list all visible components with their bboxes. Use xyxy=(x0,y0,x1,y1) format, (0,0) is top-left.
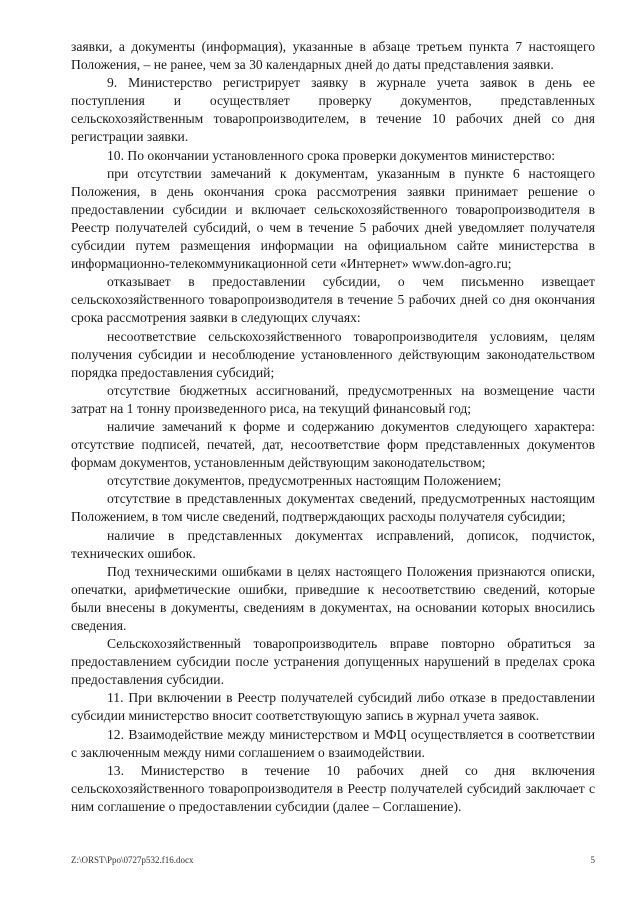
paragraph: отсутствие документов, предусмотренных настоящим Положением; xyxy=(107,473,502,489)
paragraph: наличие в представленных документах исправлений, дописок, подчисток, технических ошибок. xyxy=(71,527,595,561)
paragraph: 12. Взаимодействие между министерством и МФЦ осуществляется в соответствии с заключенным между ними соглашением о взаимодействии. xyxy=(71,726,595,760)
paragraph: отсутствие бюджетных ассигнований, предусмотренных на возмещение части затрат на 1 тонну произведенного риса, на текущий финансовый год; xyxy=(71,382,595,416)
paragraph: Сельскохозяйственный товаропроизводитель вправе повторно обратиться за предоставлением субсидии после устранения допущенных нарушений в пределах срока предоставления субсидии. xyxy=(71,636,595,688)
paragraph: 13. Министерство в течение 10 рабочих дней со дня включения сельскохозяйственного товаропроизводителя в Реестр получателей субсидий заключает с ним соглашение о предоставлении субсидии (далее – Соглашение). xyxy=(71,762,595,814)
paragraph: Под техническими ошибками в целях настоящего Положения признаются описки, опечатки, арифметические ошибки, приведшие к несоответствию сведений, которые были внесены в документы, сведениям в документах, на основании которых вносились сведения. xyxy=(71,563,595,633)
document-body xyxy=(71,38,595,816)
paragraph: при отсутствии замечаний к документам, указанным в пункте 6 настоящего Положения, в день окончания срока рассмотрения заявки принимает решение о предоставлении субсидии и включает сельскохозяйственного товаропроизводителя в Реестр получателей субсидий, о чем в течение 5 рабочих дней уведомляет получателя субсидии путем размещения информации на официальном сайте министерства в информационно-телекоммуникационной сети «Интернет» www.don-agro.ru; xyxy=(71,165,595,272)
paragraph: наличие замечаний к форме и содержанию документов следующего характера: отсутствие подписей, печатей, дат, несоответствие форм представленных документов формам документов, установленным действующим законодательством; xyxy=(71,418,595,471)
paragraph: 10. По окончании установленного срока проверки документов министерство: xyxy=(107,147,556,163)
paragraph: несоответствие сельскохозяйственного товаропроизводителя условиям, целям получения субсидии и несоблюдение установленного действующим законодательством порядка предоставления субсидий; xyxy=(71,328,595,380)
paragraph: заявки, а документы (информация), указанные в абзаце третьем пункта 7 настоящего Положения, – не ранее, чем за 30 календарных дней до даты представления заявки. xyxy=(71,39,595,73)
paragraph: 11. При включении в Реестр получателей субсидий либо отказе в предоставлении субсидии министерство вносит соответствующую запись в журнал учета заявок. xyxy=(71,690,595,724)
page-number: 5 xyxy=(590,855,595,865)
file-path: Z:\ORST\Ppo\0727p532.f16.docx xyxy=(71,855,194,865)
paragraph: отсутствие в представленных документах сведений, предусмотренных настоящим Положением, в том числе сведений, подтверждающих расходы получателя субсидии; xyxy=(71,491,595,525)
paragraph: отказывает в предоставлении субсидии, о чем письменно извещает сельскохозяйственного товаропроизводителя в течение 5 рабочих дней со дня окончания срока рассмотрения заявки в следующих случаях: xyxy=(71,274,595,326)
paragraph: 9. Министерство регистрирует заявку в журнале учета заявок в день ее поступления и осуществляет проверку документов, представленных сельскохозяйственным товаропроизводителем, в течение 10 рабочих дней со дня регистрации заявки. xyxy=(71,75,595,145)
